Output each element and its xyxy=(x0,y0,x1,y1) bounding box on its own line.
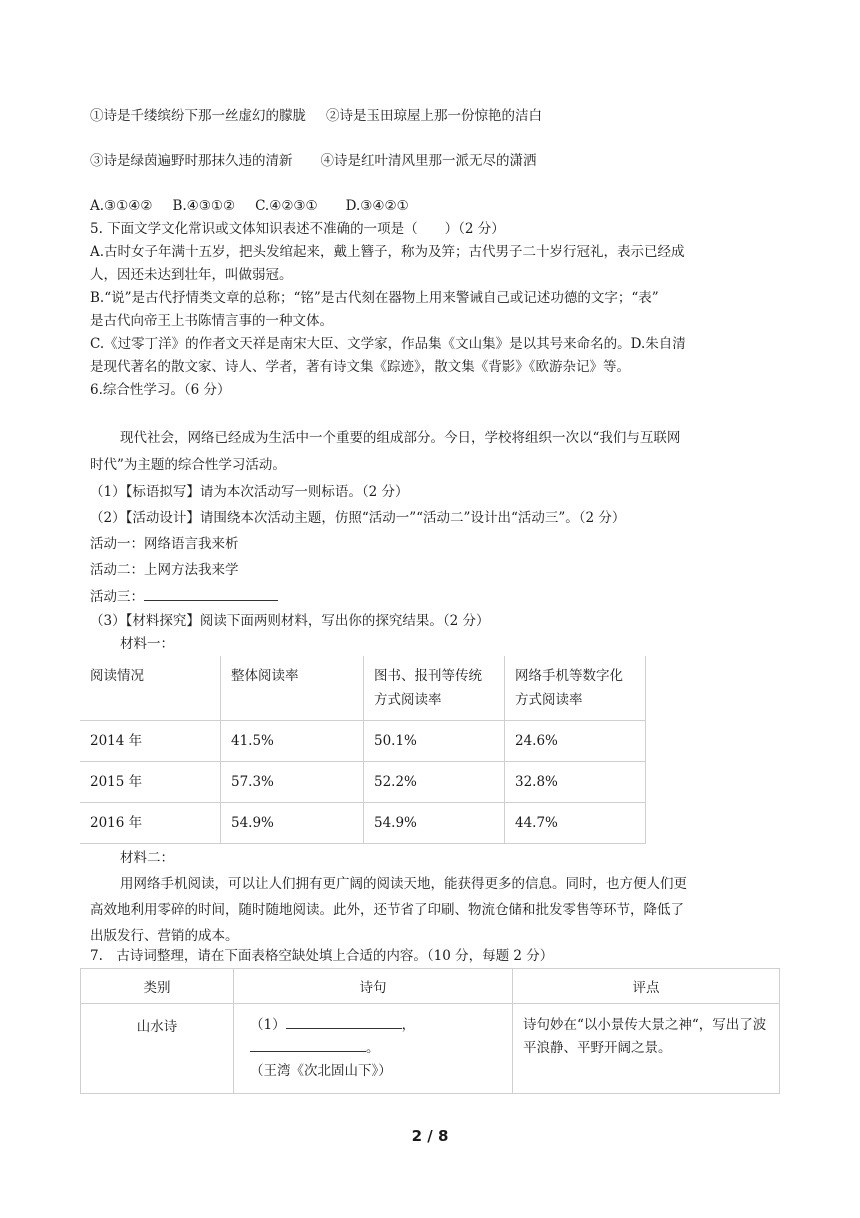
table-header-row xyxy=(81,969,780,1004)
table-cell: 2016 年 xyxy=(80,803,221,844)
table-cell: 57.3% xyxy=(221,762,364,803)
poem-line-cell xyxy=(234,1004,513,1094)
poem-options-row-2: ③诗是绿茵遍野时那抹久违的清新 ④诗是红叶清风里那一派无尽的潇洒 xyxy=(90,153,537,169)
q5-stem: 5. 下面文学文化常识或文体知识表述不准确的一项是（ ）（2 分） xyxy=(90,221,505,237)
poem-category: 山水诗 xyxy=(81,1004,234,1094)
table-cell: 52.2% xyxy=(364,762,505,803)
table-cell: 54.9% xyxy=(221,803,364,844)
table-cell: 41.5% xyxy=(221,721,364,762)
table-cell: 50.1% xyxy=(364,721,505,762)
activity-2: 活动二：上网方法我来学 xyxy=(90,562,239,578)
table-cell: 2014 年 xyxy=(80,721,221,762)
table-row xyxy=(80,721,646,762)
table-header: 整体阅读率 xyxy=(221,656,364,721)
table-header: 网络手机等数字化方式阅读率 xyxy=(505,656,646,721)
table-header: 评点 xyxy=(513,969,780,1004)
material-2-text: 用网络手机阅读，可以让人们拥有更广阔的阅读天地，能获得更多的信息。同时，也方便人们更 xyxy=(120,876,687,892)
poem-comment: 诗句妙在“以小景传大景之神“，写出了波平浪静、平野开阔之景。 xyxy=(513,1004,780,1094)
reading-rate-table xyxy=(80,656,646,844)
q6-intro-cont: 时代”为主题的综合性学习活动。 xyxy=(90,457,286,473)
q5-option-a-cont: 人，因还未达到壮年，叫做弱冠。 xyxy=(90,267,293,283)
table-row xyxy=(80,803,646,844)
poem-options-row-1: ①诗是千缕缤纷下那一丝虚幻的朦胧 ②诗是玉田琼屋上那一份惊艳的洁白 xyxy=(90,108,542,124)
q5-option-a: A.古时女子年满十五岁，把头发绾起来，戴上簪子，称为及笄；古代男子二十岁行冠礼，表示已经成 xyxy=(90,244,685,260)
activity-3: 活动三： xyxy=(90,586,278,607)
table-cell: 2015 年 xyxy=(80,762,221,803)
q6-sub-3: （3）【材料探究】阅读下面两则材料，写出你的探究结果。（2 分） xyxy=(90,613,490,629)
table-header: 诗句 xyxy=(234,969,513,1004)
table-row xyxy=(80,762,646,803)
table-cell: 54.9% xyxy=(364,803,505,844)
activity-3-blank[interactable] xyxy=(144,586,278,601)
material-2-text-cont: 高效地利用零碎的时间，随时随地阅读。此外，还节省了印刷、物流仓储和批发零售等环节，降低了 xyxy=(90,902,684,918)
poem-blank-2[interactable] xyxy=(250,1037,366,1052)
activity-1: 活动一：网络语言我来析 xyxy=(90,536,239,552)
table-header: 类别 xyxy=(81,969,234,1004)
poem-source: （王湾《次北固山下》） xyxy=(250,1063,392,1079)
item-number: （1） xyxy=(250,1017,286,1033)
table-cell: 32.8% xyxy=(505,762,646,803)
q6-sub-2: （2）【活动设计】请围绕本次活动主题，仿照“活动一”“活动二”设计出“活动三”。（2 分） xyxy=(90,510,626,526)
q5-option-c-cont: 是现代著名的散文家、诗人、学者，著有诗文集《踪迹》，散文集《背影》《欧游杂记》等。 xyxy=(90,359,630,375)
material-1-label: 材料一： xyxy=(120,636,174,652)
poetry-table xyxy=(80,968,780,1094)
page-number: 2 / 8 xyxy=(411,1127,449,1145)
table-row xyxy=(81,1004,780,1094)
q5-option-b: B.“说”是古代抒情类文章的总称；“铭”是古代刻在器物上用来警诫自己或记述功德的文字；“表” xyxy=(90,290,659,306)
table-cell: 44.7% xyxy=(505,803,646,844)
q6-stem: 6.综合性学习。（6 分） xyxy=(90,382,231,398)
table-header: 图书、报刊等传统方式阅读率 xyxy=(364,656,505,721)
answer-choices: A.③①④② B.④③①② C.④②③① D.③④②① xyxy=(90,198,409,214)
q5-option-b-cont: 是古代向帝王上书陈情言事的一种文体。 xyxy=(90,313,333,329)
table-header-row xyxy=(80,656,646,721)
material-2-label: 材料二： xyxy=(120,850,174,866)
poem-blank-1[interactable] xyxy=(286,1014,402,1029)
punct: 。 xyxy=(366,1040,380,1056)
q6-intro: 现代社会，网络已经成为生活中一个重要的组成部分。今日，学校将组织一次以“我们与互联网 xyxy=(120,430,681,446)
table-cell: 24.6% xyxy=(505,721,646,762)
table-header: 阅读情况 xyxy=(80,656,221,721)
material-2-text-cont: 出版发行、营销的成本。 xyxy=(90,928,239,944)
punct: ， xyxy=(401,1017,416,1033)
q5-option-c: C.《过零丁洋》的作者文天祥是南宋大臣、文学家，作品集《文山集》是以其号来命名的。D.朱自清 xyxy=(90,336,686,352)
q7-stem: 7. 古诗词整理，请在下面表格空缺处填上合适的内容。（10 分，每题 2 分） xyxy=(90,948,554,964)
q6-sub-1: （1）【标语拟写】请为本次活动写一则标语。（2 分） xyxy=(90,484,409,500)
